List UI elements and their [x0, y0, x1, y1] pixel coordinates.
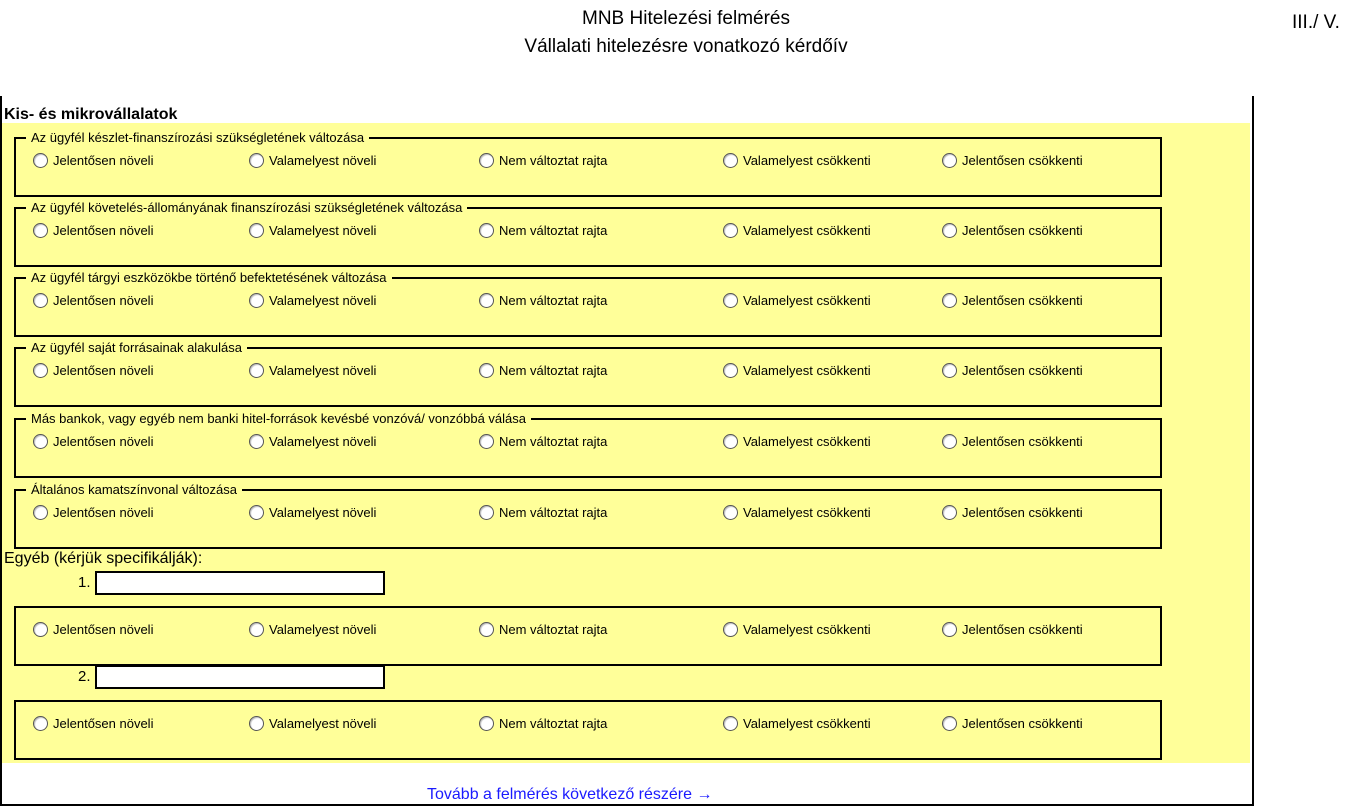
other-group-2-option-3[interactable] — [479, 716, 607, 731]
radio-button-icon[interactable] — [723, 622, 738, 637]
question-group-legend: Az ügyfél saját forrásainak alakulása — [26, 339, 247, 357]
option-label: Jelentősen csökkenti — [962, 363, 1083, 378]
option-label: Jelentősen növeli — [53, 505, 154, 520]
option-label: Valamelyest csökkenti — [743, 716, 871, 731]
question-group-4-option-2[interactable] — [249, 363, 376, 378]
radio-button-icon[interactable] — [479, 622, 494, 637]
option-label: Valamelyest csökkenti — [743, 434, 871, 449]
question-group-3 — [14, 270, 1162, 337]
option-label: Valamelyest növeli — [269, 363, 377, 378]
option-label: Nem változtat rajta — [499, 622, 608, 637]
radio-button-icon[interactable] — [479, 505, 494, 520]
option-label: Nem változtat rajta — [499, 153, 608, 168]
option-label: Valamelyest csökkenti — [743, 223, 871, 238]
question-group-3-option-5[interactable] — [942, 293, 1083, 308]
page-number: III./ V. — [1292, 12, 1340, 33]
option-label: Jelentősen növeli — [53, 622, 154, 637]
option-label: Valamelyest csökkenti — [743, 622, 871, 637]
other-item-1-input[interactable] — [95, 571, 385, 595]
question-group-1-option-1[interactable] — [33, 153, 153, 168]
radio-button-icon[interactable] — [33, 293, 48, 308]
radio-button-icon[interactable] — [723, 716, 738, 731]
question-group-legend: Általános kamatszínvonal változása — [26, 481, 242, 499]
option-label: Nem változtat rajta — [499, 505, 608, 520]
other-group-1-option-2[interactable] — [249, 622, 376, 637]
option-label: Jelentősen csökkenti — [962, 293, 1083, 308]
radio-button-icon[interactable] — [942, 622, 957, 637]
question-group-6-option-1[interactable] — [33, 505, 153, 520]
next-section-link[interactable]: Tovább a felmérés következő részére → — [427, 786, 713, 803]
option-label: Valamelyest növeli — [269, 622, 377, 637]
other-item-2-input[interactable] — [95, 665, 385, 689]
option-label: Valamelyest növeli — [269, 293, 377, 308]
other-item-2-number: 2. — [78, 668, 91, 685]
question-group-6-option-2[interactable] — [249, 505, 376, 520]
section-title: Kis- és mikrovállalatok — [4, 106, 178, 123]
question-group-2-option-2[interactable] — [249, 223, 376, 238]
question-group-4-option-3[interactable] — [479, 363, 607, 378]
question-group-2 — [14, 200, 1162, 267]
radio-button-icon[interactable] — [942, 716, 957, 731]
option-label: Nem változtat rajta — [499, 223, 608, 238]
radio-button-icon[interactable] — [942, 363, 957, 378]
question-group-6-option-5[interactable] — [942, 505, 1083, 520]
question-group-1-option-2[interactable] — [249, 153, 376, 168]
other-group-1-option-1[interactable] — [33, 622, 153, 637]
option-label: Valamelyest növeli — [269, 153, 377, 168]
radio-button-icon[interactable] — [723, 505, 738, 520]
radio-button-icon[interactable] — [479, 363, 494, 378]
question-group-1-option-4[interactable] — [723, 153, 871, 168]
radio-button-icon[interactable] — [942, 293, 957, 308]
question-group-2-option-3[interactable] — [479, 223, 607, 238]
option-label: Jelentősen növeli — [53, 716, 154, 731]
radio-button-icon[interactable] — [723, 434, 738, 449]
radio-button-icon[interactable] — [33, 505, 48, 520]
radio-button-icon[interactable] — [723, 363, 738, 378]
option-label: Valamelyest csökkenti — [743, 505, 871, 520]
other-group-2-option-2[interactable] — [249, 716, 376, 731]
radio-button-icon[interactable] — [479, 153, 494, 168]
radio-button-icon[interactable] — [33, 363, 48, 378]
question-group-1 — [14, 130, 1162, 197]
question-group-3-option-2[interactable] — [249, 293, 376, 308]
other-group-1-option-4[interactable] — [723, 622, 871, 637]
question-group-legend: Az ügyfél készlet-finanszírozási szükségletének változása — [26, 129, 369, 147]
question-group-5-option-1[interactable] — [33, 434, 153, 449]
radio-button-icon[interactable] — [249, 622, 264, 637]
question-group-3-option-1[interactable] — [33, 293, 153, 308]
question-group-2-option-1[interactable] — [33, 223, 153, 238]
option-label: Jelentősen növeli — [53, 363, 154, 378]
radio-button-icon[interactable] — [249, 363, 264, 378]
radio-button-icon[interactable] — [33, 622, 48, 637]
option-label: Jelentősen csökkenti — [962, 716, 1083, 731]
question-group-3-option-4[interactable] — [723, 293, 871, 308]
option-label: Nem változtat rajta — [499, 716, 608, 731]
question-group-4 — [14, 340, 1162, 407]
question-group-legend: Az ügyfél tárgyi eszközökbe történő befektetésének változása — [26, 269, 392, 287]
radio-button-icon[interactable] — [33, 223, 48, 238]
option-label: Nem változtat rajta — [499, 293, 608, 308]
option-label: Jelentősen csökkenti — [962, 505, 1083, 520]
question-group-5-option-4[interactable] — [723, 434, 871, 449]
radio-button-icon[interactable] — [942, 505, 957, 520]
radio-button-icon[interactable] — [33, 153, 48, 168]
other-group-1-option-3[interactable] — [479, 622, 607, 637]
question-group-5-option-5[interactable] — [942, 434, 1083, 449]
option-label: Valamelyest növeli — [269, 434, 377, 449]
question-group-6-option-3[interactable] — [479, 505, 607, 520]
option-label: Jelentősen növeli — [53, 153, 154, 168]
radio-button-icon[interactable] — [249, 293, 264, 308]
radio-button-icon[interactable] — [479, 223, 494, 238]
option-label: Valamelyest növeli — [269, 716, 377, 731]
question-group-2-option-5[interactable] — [942, 223, 1083, 238]
radio-button-icon[interactable] — [249, 223, 264, 238]
other-label: Egyéb (kérjük specifikálják): — [4, 550, 203, 567]
option-label: Valamelyest növeli — [269, 505, 377, 520]
option-label: Nem változtat rajta — [499, 363, 608, 378]
radio-button-icon[interactable] — [33, 434, 48, 449]
question-group-5-option-3[interactable] — [479, 434, 607, 449]
radio-button-icon[interactable] — [723, 153, 738, 168]
other-group-2 — [14, 700, 1162, 760]
radio-button-icon[interactable] — [942, 153, 957, 168]
page-subtitle: Vállalati hitelezésre vonatkozó kérdőív — [524, 36, 848, 57]
question-group-5-option-2[interactable] — [249, 434, 376, 449]
question-group-1-option-5[interactable] — [942, 153, 1083, 168]
radio-button-icon[interactable] — [249, 505, 264, 520]
radio-button-icon[interactable] — [249, 434, 264, 449]
radio-button-icon[interactable] — [942, 223, 957, 238]
radio-button-icon[interactable] — [249, 153, 264, 168]
question-group-5 — [14, 411, 1162, 478]
option-label: Jelentősen növeli — [53, 434, 154, 449]
other-item-1-number: 1. — [78, 574, 91, 591]
other-group-1-option-5[interactable] — [942, 622, 1083, 637]
option-label: Jelentősen növeli — [53, 293, 154, 308]
radio-button-icon[interactable] — [479, 716, 494, 731]
question-group-4-option-1[interactable] — [33, 363, 153, 378]
radio-button-icon[interactable] — [942, 434, 957, 449]
option-label: Jelentősen csökkenti — [962, 622, 1083, 637]
question-group-6 — [14, 482, 1162, 549]
radio-button-icon[interactable] — [479, 434, 494, 449]
option-label: Valamelyest csökkenti — [743, 363, 871, 378]
option-label: Jelentősen csökkenti — [962, 223, 1083, 238]
option-label: Nem változtat rajta — [499, 434, 608, 449]
radio-button-icon[interactable] — [249, 716, 264, 731]
question-group-4-option-5[interactable] — [942, 363, 1083, 378]
question-group-4-option-4[interactable] — [723, 363, 871, 378]
option-label: Jelentősen csökkenti — [962, 434, 1083, 449]
question-group-legend: Az ügyfél követelés-állományának finanszírozási szükségletének változása — [26, 199, 467, 217]
radio-button-icon[interactable] — [723, 293, 738, 308]
option-label: Valamelyest csökkenti — [743, 153, 871, 168]
option-label: Valamelyest növeli — [269, 223, 377, 238]
other-group-1 — [14, 606, 1162, 666]
other-group-2-option-5[interactable] — [942, 716, 1083, 731]
question-group-3-option-3[interactable] — [479, 293, 607, 308]
radio-button-icon[interactable] — [33, 716, 48, 731]
option-label: Jelentősen csökkenti — [962, 153, 1083, 168]
question-group-6-option-4[interactable] — [723, 505, 871, 520]
question-group-legend: Más bankok, vagy egyéb nem banki hitel-források kevésbé vonzóvá/ vonzóbbá válása — [26, 410, 531, 428]
other-group-2-option-4[interactable] — [723, 716, 871, 731]
option-label: Jelentősen növeli — [53, 223, 154, 238]
radio-button-icon[interactable] — [723, 223, 738, 238]
page-title: MNB Hitelezési felmérés — [582, 8, 790, 29]
radio-button-icon[interactable] — [479, 293, 494, 308]
option-label: Valamelyest csökkenti — [743, 293, 871, 308]
question-group-2-option-4[interactable] — [723, 223, 871, 238]
question-group-1-option-3[interactable] — [479, 153, 607, 168]
other-group-2-option-1[interactable] — [33, 716, 153, 731]
